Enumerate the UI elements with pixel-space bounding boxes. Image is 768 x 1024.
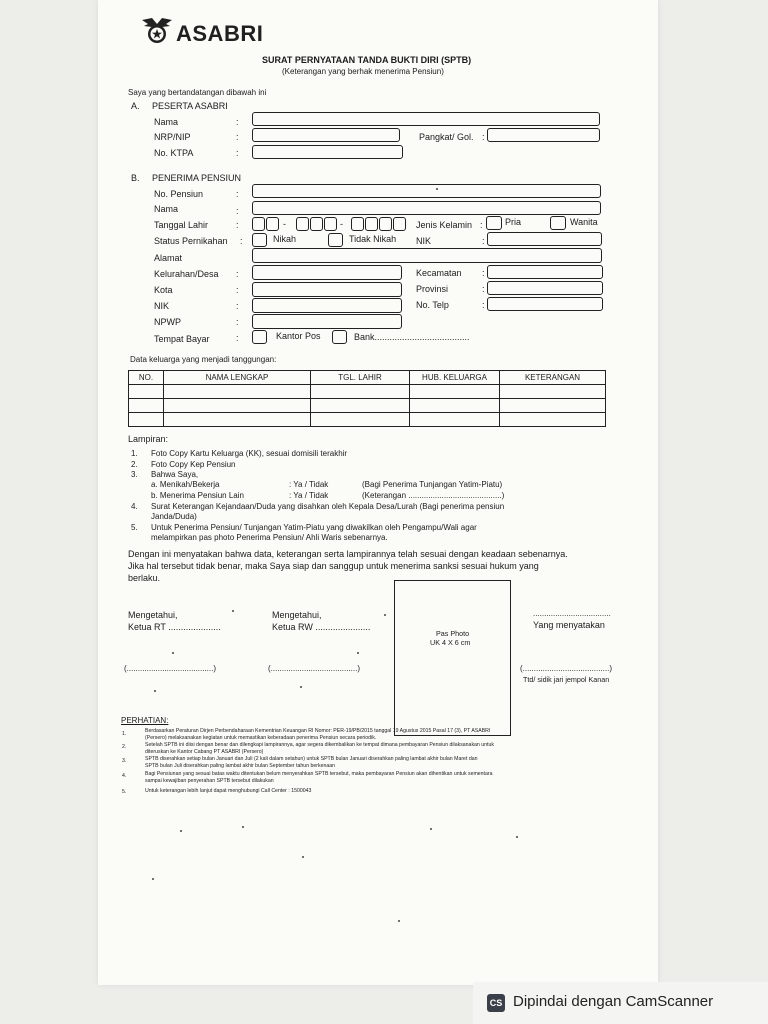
scan-speck bbox=[242, 826, 244, 828]
no-pensiun-field[interactable] bbox=[252, 184, 601, 198]
table-cell[interactable] bbox=[129, 413, 164, 427]
list-number: 1. bbox=[122, 731, 127, 737]
scan-speck bbox=[154, 690, 156, 692]
wanita-checkbox[interactable] bbox=[550, 216, 566, 230]
family-caption: Data keluarga yang menjadi tanggungan: bbox=[130, 355, 277, 364]
colon: : bbox=[240, 236, 243, 246]
label-alamat: Alamat bbox=[154, 253, 183, 263]
kelurahan-field[interactable] bbox=[252, 265, 402, 280]
scan-speck bbox=[357, 652, 359, 654]
label-kota: Kota bbox=[154, 285, 173, 295]
scan-speck bbox=[180, 830, 182, 832]
label-tidak-nikah: Tidak Nikah bbox=[349, 234, 397, 244]
column-header: TGL. LAHIR bbox=[311, 371, 410, 385]
colon: : bbox=[236, 269, 239, 279]
label-npwp: NPWP bbox=[154, 317, 181, 327]
lampiran-subitem-note: (Keterangan ..........................................) bbox=[362, 491, 505, 500]
label-bank: Bank...................................... bbox=[354, 332, 470, 342]
nik-right-field[interactable] bbox=[487, 232, 602, 246]
signature-rw-line: (.......................................) bbox=[268, 664, 361, 673]
mengetahui-rt-label: Mengetahui, bbox=[128, 610, 178, 620]
no-telp-field[interactable] bbox=[487, 297, 603, 311]
section-b-title: PENERIMA PENSIUN bbox=[152, 173, 242, 183]
label-tempat-bayar: Tempat Bayar bbox=[154, 334, 210, 344]
colon: : bbox=[482, 268, 485, 278]
label-kantor-pos: Kantor Pos bbox=[276, 331, 321, 341]
label-nik: NIK bbox=[154, 301, 170, 311]
scan-speck bbox=[302, 856, 304, 858]
colon: : bbox=[236, 148, 239, 158]
table-cell[interactable] bbox=[500, 399, 606, 413]
perhatian-item: Bagi Pensiunan yang sesuai batas waktu ditentukan belum menyerahkan SPTB tersebut, maka pembayaran Pensiun akan dihentikan untuk sementara bbox=[145, 771, 493, 777]
list-number: 5. bbox=[131, 523, 138, 532]
column-header: NO. bbox=[129, 371, 164, 385]
nikah-checkbox[interactable] bbox=[252, 233, 267, 247]
bank-checkbox[interactable] bbox=[332, 330, 347, 344]
dob-month-3[interactable] bbox=[324, 217, 337, 231]
colon: : bbox=[236, 220, 239, 230]
section-b-letter: B. bbox=[131, 173, 140, 183]
colon: : bbox=[236, 206, 239, 216]
list-number: 4. bbox=[131, 502, 138, 511]
statement-line: Jika hal tersebut tidak benar, maka Saya siap dan sanggup untuk menerima sanksi sesuai hukum yang bbox=[128, 561, 539, 571]
table-header-row bbox=[129, 371, 606, 385]
label-jenis-kelamin: Jenis Kelamin bbox=[416, 220, 473, 230]
lampiran-title: Lampiran: bbox=[128, 434, 169, 444]
table-row bbox=[129, 413, 606, 427]
nrp-field[interactable] bbox=[252, 128, 400, 142]
provinsi-field[interactable] bbox=[487, 281, 603, 295]
label-provinsi: Provinsi bbox=[416, 284, 449, 294]
dob-year-2[interactable] bbox=[365, 217, 378, 231]
table-row bbox=[129, 399, 606, 413]
label-nik-right: NIK bbox=[416, 236, 432, 246]
perhatian-item: diteruskan ke Kantor Cabang PT ASABRI (Persero) bbox=[145, 749, 264, 755]
label-kecamatan: Kecamatan bbox=[416, 268, 462, 278]
scan-speck bbox=[172, 652, 174, 654]
colon: : bbox=[236, 132, 239, 142]
perhatian-title: PERHATIAN: bbox=[121, 716, 169, 725]
list-number: 1. bbox=[131, 449, 138, 458]
form-subtitle: (Keterangan yang berhak menerima Pensiun) bbox=[282, 67, 444, 76]
scan-speck bbox=[436, 188, 438, 190]
alamat-field[interactable] bbox=[252, 248, 602, 263]
ktpa-field[interactable] bbox=[252, 145, 403, 159]
kantor-pos-checkbox[interactable] bbox=[252, 330, 267, 344]
pria-checkbox[interactable] bbox=[486, 216, 502, 230]
scan-speck bbox=[516, 836, 518, 838]
mengetahui-rw-label: Mengetahui, bbox=[272, 610, 322, 620]
list-number: 3. bbox=[131, 470, 138, 479]
colon: : bbox=[480, 220, 483, 230]
dob-year-1[interactable] bbox=[351, 217, 364, 231]
ttd-note: Ttd/ sidik jari jempol Kanan bbox=[523, 675, 610, 684]
lampiran-item: Foto Copy Kep Pensiun bbox=[151, 460, 236, 469]
colon: : bbox=[236, 285, 239, 295]
table-cell[interactable] bbox=[311, 399, 410, 413]
lampiran-subitem-note: (Bagi Penerima Tunjangan Yatim-Piatu) bbox=[362, 480, 503, 489]
dob-separator: - bbox=[340, 219, 343, 229]
signature-declarant-line: (.......................................) bbox=[520, 664, 613, 673]
lampiran-subitem: b. Menerima Pensiun Lain bbox=[151, 491, 244, 500]
pas-photo-box bbox=[394, 580, 511, 736]
label-status: Status Pernikahan bbox=[154, 236, 228, 246]
colon: : bbox=[236, 333, 239, 343]
perhatian-item: sampai kewajiban penyerahan SPTB tersebut dilakukan bbox=[145, 778, 274, 784]
camscanner-logo-icon: CS bbox=[487, 994, 505, 1012]
dob-day-2[interactable] bbox=[266, 217, 279, 231]
column-header: KETERANGAN bbox=[500, 371, 606, 385]
lampiran-item: Foto Copy Kartu Keluarga (KK), sesuai domisili terakhir bbox=[151, 449, 348, 458]
tidak-nikah-checkbox[interactable] bbox=[328, 233, 343, 247]
npwp-field[interactable] bbox=[252, 314, 402, 329]
list-number: 3. bbox=[122, 758, 127, 764]
pangkat-field[interactable] bbox=[487, 128, 600, 142]
label-pria: Pria bbox=[505, 217, 522, 227]
label-kelurahan: Kelurahan/Desa bbox=[154, 269, 219, 279]
scan-speck bbox=[152, 878, 154, 880]
perhatian-item: SPTB bulan Juli diserahkan paling lambat akhir bulan September tahun berkenaan bbox=[145, 763, 336, 769]
lampiran-item: melampirkan pas photo Penerima Pensiun/ Ahli Waris sebenarnya. bbox=[151, 533, 388, 542]
colon: : bbox=[482, 284, 485, 294]
asabri-emblem-icon bbox=[140, 14, 174, 48]
label-nikah: Nikah bbox=[273, 234, 297, 244]
table-cell[interactable] bbox=[410, 399, 500, 413]
yang-menyatakan-label: Yang menyatakan bbox=[533, 620, 605, 630]
brand-name: ASABRI bbox=[176, 21, 264, 46]
scan-speck bbox=[300, 686, 302, 688]
table-cell[interactable] bbox=[311, 385, 410, 399]
colon: : bbox=[236, 317, 239, 327]
table-cell[interactable] bbox=[410, 385, 500, 399]
dob-year-4[interactable] bbox=[393, 217, 406, 231]
table-cell[interactable] bbox=[311, 413, 410, 427]
dob-year-3[interactable] bbox=[379, 217, 392, 231]
lampiran-item: Bahwa Saya, bbox=[151, 470, 199, 479]
label-nama-b: Nama bbox=[154, 204, 179, 214]
perhatian-item: Setelah SPTB ini diisi dengan benar dan dilengkapi lampirannya, agar segera dikembalikan ke tempat dimana pembayaran Pensiun dilaksanakan untuk bbox=[145, 742, 494, 748]
label-nrp: NRP/NIP bbox=[154, 132, 191, 142]
colon: : bbox=[482, 300, 485, 310]
colon: : bbox=[482, 236, 485, 246]
dob-month-1[interactable] bbox=[296, 217, 309, 231]
nama-b-field[interactable] bbox=[252, 201, 601, 215]
label-no-pensiun: No. Pensiun bbox=[154, 189, 204, 199]
camscanner-watermark bbox=[473, 982, 768, 1024]
kota-field[interactable] bbox=[252, 282, 402, 297]
statement-line: berlaku. bbox=[128, 573, 161, 583]
table-row bbox=[129, 385, 606, 399]
list-number: 2. bbox=[131, 460, 138, 469]
pas-photo-label: Pas Photo bbox=[436, 629, 470, 638]
table-cell[interactable] bbox=[500, 385, 606, 399]
perhatian-item: Berdasarkan Peraturan Dirjen Perbendaharaan Kementrian Keuangan RI Nomor: PER-19/PB/2015 tanggal 19 Agustus 2015 Pasal 17 (3), PT ASABRI bbox=[145, 728, 491, 734]
scan-speck bbox=[232, 610, 234, 612]
colon: : bbox=[236, 117, 239, 127]
place-date-line: ................................... bbox=[533, 609, 611, 618]
scan-speck bbox=[384, 614, 386, 616]
lampiran-subitem-value: : Ya / Tidak bbox=[289, 480, 329, 489]
nik-field[interactable] bbox=[252, 298, 402, 313]
table-cell[interactable] bbox=[129, 385, 164, 399]
list-number: 4. bbox=[122, 773, 127, 779]
label-wanita: Wanita bbox=[570, 217, 598, 227]
colon: : bbox=[236, 189, 239, 199]
section-a-letter: A. bbox=[131, 101, 140, 111]
ketua-rw-label: Ketua RW ...................... bbox=[272, 622, 371, 632]
list-number: 5. bbox=[122, 789, 127, 795]
table-cell[interactable] bbox=[500, 413, 606, 427]
dob-separator: - bbox=[283, 219, 286, 229]
label-pangkat: Pangkat/ Gol. bbox=[419, 132, 474, 142]
table-cell[interactable] bbox=[164, 385, 311, 399]
lampiran-item: Surat Keterangan Kejandaan/Duda yang disahkan oleh Kepala Desa/Lurah (Bagi penerima pensiun bbox=[151, 502, 505, 511]
section-a-title: PESERTA ASABRI bbox=[152, 101, 228, 111]
colon: : bbox=[236, 301, 239, 311]
scan-speck bbox=[398, 920, 400, 922]
signature-rt-line: (.......................................) bbox=[124, 664, 217, 673]
perhatian-item: (Persero) melaksanakan kegiatan untuk memastikan keberadaan penerima Pensiun secara periodik. bbox=[145, 735, 377, 741]
family-table bbox=[128, 370, 606, 427]
statement-line: Dengan ini menyatakan bahwa data, keterangan serta lampirannya telah sesuai dengan keadaan sebenarnya. bbox=[128, 549, 568, 559]
perhatian-item: SPTB diserahkan setiap bulan Januari dan Juli (2 kali dalam setahun) untuk SPTB bulan Januari diserahkan paling lambat akhir bulan Maret dan bbox=[145, 756, 478, 762]
dob-month-2[interactable] bbox=[310, 217, 323, 231]
label-tanggal-lahir: Tanggal Lahir bbox=[154, 220, 209, 230]
lampiran-subitem-value: : Ya / Tidak bbox=[289, 491, 329, 500]
ketua-rt-label: Ketua RT ..................... bbox=[128, 622, 221, 632]
column-header: HUB. KELUARGA bbox=[410, 371, 500, 385]
kecamatan-field[interactable] bbox=[487, 265, 603, 279]
column-header: NAMA LENGKAP bbox=[164, 371, 311, 385]
table-cell[interactable] bbox=[164, 413, 311, 427]
colon: : bbox=[482, 132, 485, 142]
table-cell[interactable] bbox=[164, 399, 311, 413]
intro-text: Saya yang bertandatangan dibawah ini bbox=[128, 88, 267, 97]
form-title: SURAT PERNYATAAN TANDA BUKTI DIRI (SPTB) bbox=[262, 55, 472, 65]
perhatian-item: Untuk keterangan lebih lanjut dapat menghubungi Call Center : 1500043 bbox=[145, 788, 312, 794]
camscanner-text: Dipindai dengan CamScanner bbox=[513, 993, 714, 1010]
table-cell[interactable] bbox=[410, 413, 500, 427]
dob-day-1[interactable] bbox=[252, 217, 265, 231]
table-cell[interactable] bbox=[129, 399, 164, 413]
label-ktpa: No. KTPA bbox=[154, 148, 194, 158]
list-number: 2. bbox=[122, 744, 127, 750]
lampiran-item: Untuk Penerima Pensiun/ Tunjangan Yatim-Piatu yang diwakilkan oleh Pengampu/Wali agar bbox=[151, 523, 477, 532]
nama-a-field[interactable] bbox=[252, 112, 600, 126]
pas-photo-size: UK 4 X 6 cm bbox=[430, 638, 471, 647]
label-no-telp: No. Telp bbox=[416, 300, 449, 310]
lampiran-item: Janda/Duda) bbox=[151, 512, 197, 521]
scan-speck bbox=[430, 828, 432, 830]
lampiran-subitem: a. Menikah/Bekerja bbox=[151, 480, 220, 489]
label-nama-a: Nama bbox=[154, 117, 179, 127]
